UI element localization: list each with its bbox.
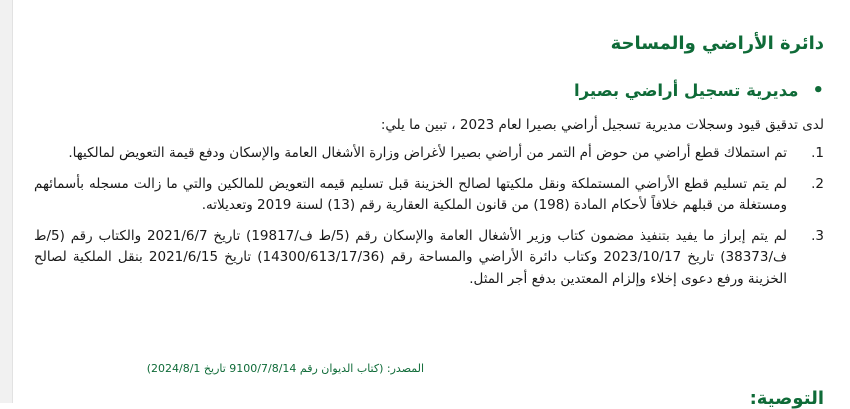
intro-paragraph: لدى تدقيق قيود وسجلات مديرية تسجيل أراضي بصيرا لعام 2023 ، تبين ما يلي: xyxy=(380,117,824,133)
scrollbar-track[interactable] xyxy=(2,0,10,403)
bullet-icon: • xyxy=(812,80,824,101)
findings-list xyxy=(34,143,824,299)
source-note: المصدر: (كتاب الديوان رقم 9100/7/8/14 تاريخ 2024/8/1) xyxy=(146,362,424,375)
directorate-heading-text: مديرية تسجيل أراضي بصيرا xyxy=(573,81,799,100)
finding-number: 3. xyxy=(811,227,824,244)
finding-text: لم يتم إبراز ما يفيد بتنفيذ مضمون كتاب وزير الأشغال العامة والإسكان رقم (5/ط ف/19817) تاريخ 2021/6/7 والكتاب رقم (5/ط ف/38373) تاريخ 2023/10/17 وكتاب دائرة الأراضي والمساحة رقم (14300/613/17/36) تاريخ 2021/6/15 بنقل الملكية لصالح الخزينة ورفع دعوى إخلاء وإلزام المعتدين بدفع أجر المثل. xyxy=(34,227,788,287)
finding-number: 1. xyxy=(811,145,824,161)
recommendation-heading: التوصية: xyxy=(749,388,824,409)
department-title: دائرة الأراضي والمساحة xyxy=(610,33,824,54)
finding-item xyxy=(34,143,824,165)
finding-number: 2. xyxy=(811,175,824,192)
finding-text: لم يتم تسليم قطع الأراضي المستملكة ونقل ملكيتها لصالح الخزينة قبل تسليم قيمه التعويض للمالكين والتي ما زالت مسجله بأسمائهم ومستغلة من قبلهم خلافاً لأحكام المادة (198) من قانون الملكية العقارية رقم (13) لسنة 2019 وتعديلاته. xyxy=(34,175,787,213)
directorate-heading xyxy=(574,80,824,101)
vertical-scrollbar[interactable] xyxy=(0,0,13,403)
finding-item xyxy=(34,226,824,291)
document-page xyxy=(28,0,850,409)
finding-text: تم استملاك قطع أراضي من حوض أم التمر من أراضي بصيرا لأغراض وزارة الأشغال العامة والإسكان ودفع قيمة التعويض لمالكيها. xyxy=(68,145,787,161)
finding-item xyxy=(34,174,824,217)
